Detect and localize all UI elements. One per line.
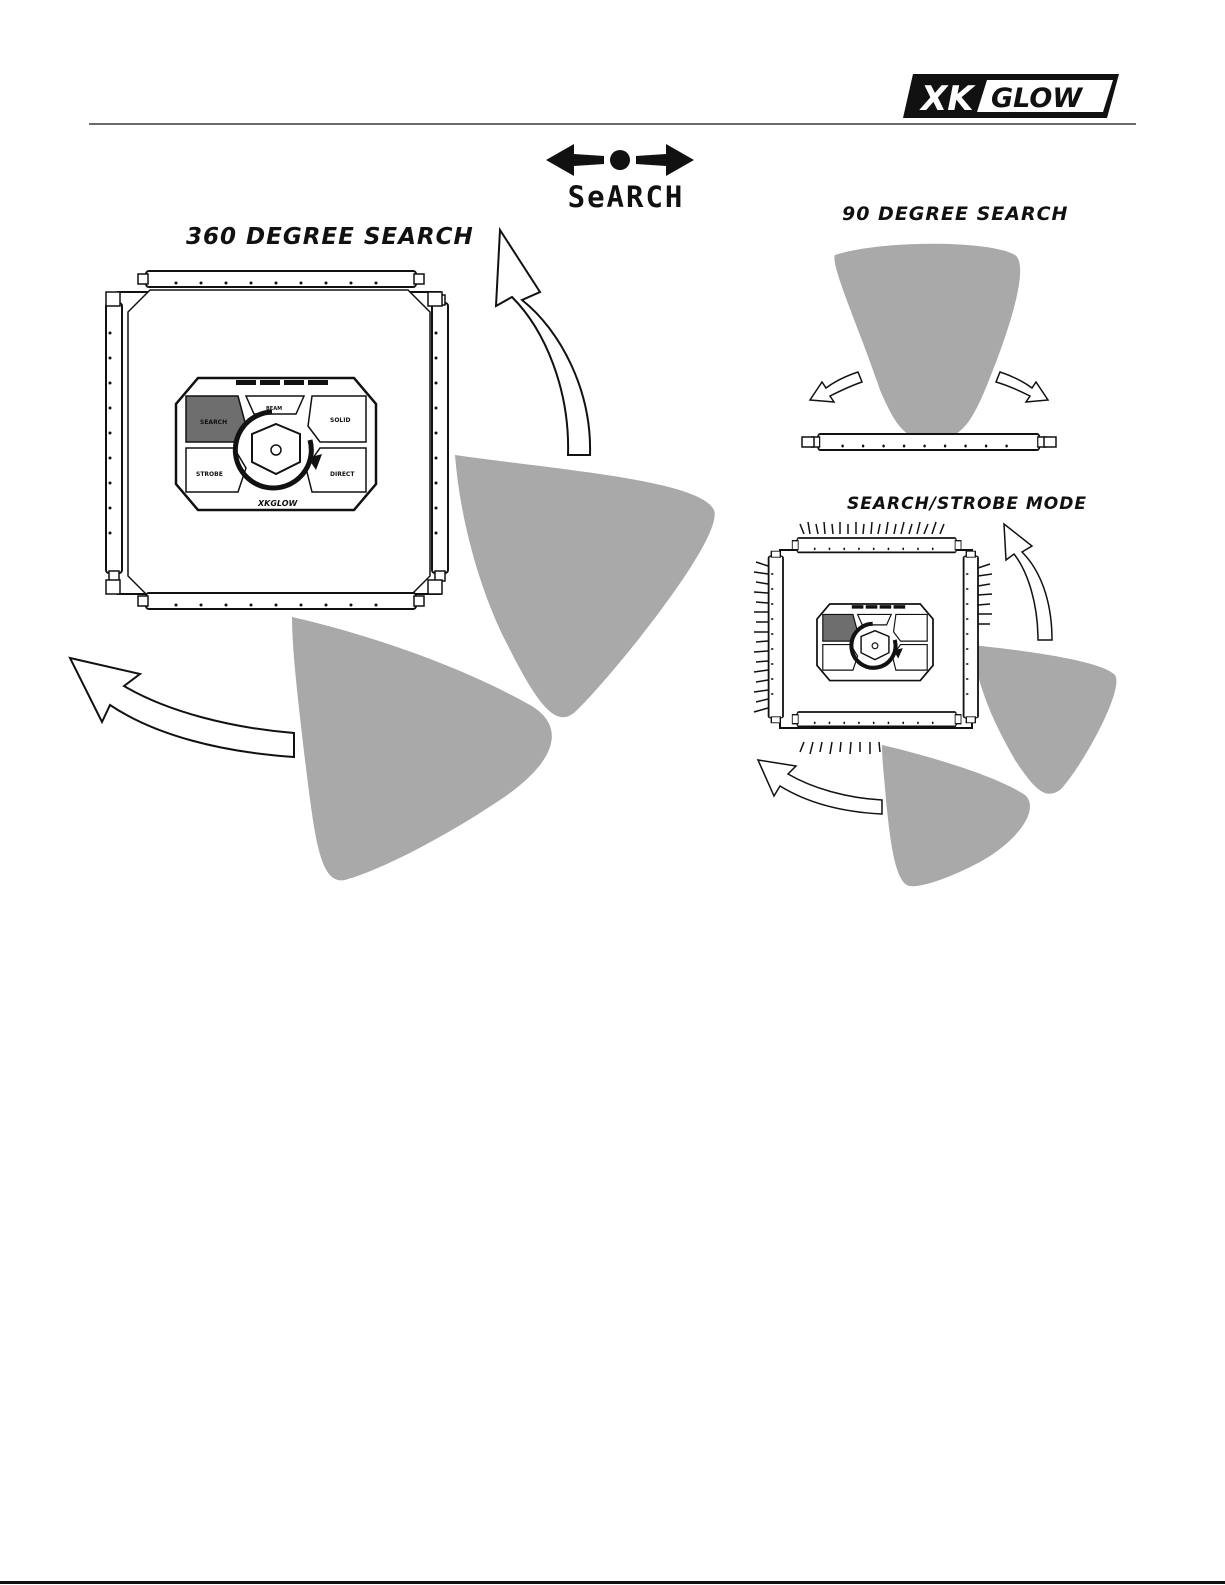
beam-strobe-bottom (882, 745, 1030, 886)
search-mode-label: SeARCH (567, 180, 685, 214)
arrow-strobe-up (1004, 524, 1052, 640)
title-search-strobe-mode: SEARCH/STROBE MODE (847, 494, 1087, 514)
title-90-degree-search: 90 DEGREE SEARCH (842, 203, 1069, 225)
svg-text:SOLID: SOLID (330, 417, 351, 424)
beam-90 (834, 244, 1020, 440)
svg-text:XKGLOW: XKGLOW (258, 499, 298, 508)
arrow-90-left (810, 372, 862, 402)
controller-remote (176, 378, 376, 510)
svg-text:BEAM: BEAM (266, 406, 283, 412)
arrow-90-right (996, 372, 1048, 402)
footer-rule (0, 1581, 1225, 1584)
arrow-up-curved (496, 230, 590, 455)
svg-text:STROBE: STROBE (196, 471, 223, 478)
title-360-degree-search: 360 DEGREE SEARCH (186, 224, 474, 250)
arrow-strobe-left (758, 760, 882, 814)
svg-text:SEARCH: SEARCH (200, 419, 228, 426)
beam-bottom (292, 617, 552, 880)
arrow-left-curved (70, 658, 294, 757)
beam-strobe-right (972, 645, 1116, 794)
svg-text:DIRECT: DIRECT (330, 471, 355, 478)
controller-remote-small (817, 604, 933, 681)
svg-text:XK: XK (921, 79, 974, 119)
beam-right (455, 455, 715, 717)
light-bar-90 (811, 434, 1046, 450)
svg-text:GLOW: GLOW (991, 83, 1083, 114)
